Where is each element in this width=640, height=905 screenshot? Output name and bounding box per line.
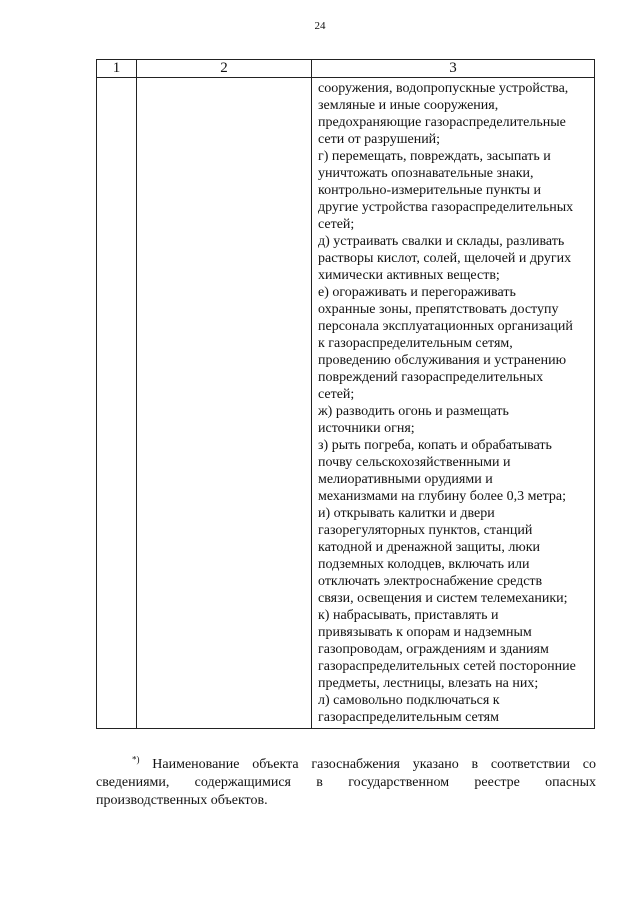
page-number: 24 (314, 20, 326, 32)
prohibition-text-line: уничтожать опознавательные знаки, (318, 166, 534, 181)
prohibition-text-line: газораспределительным сетям (318, 710, 499, 725)
prohibition-text-line: подземных колодцев, включать или (318, 557, 530, 572)
prohibition-text-line: механизмами на глубину более 0,3 метра; (318, 489, 567, 504)
footnote-text-line-1: Наименование объекта газоснабжения указано в соответствии со (152, 757, 596, 772)
prohibition-text-line: другие устройства газораспределительных (318, 200, 574, 215)
footnote (96, 756, 596, 810)
prohibition-text-line: отключать электроснабжение средств (318, 574, 543, 589)
prohibition-text-line: газопроводам, ограждениям и зданиям (318, 642, 549, 657)
prohibition-text-line: предохраняющие газораспределительные (318, 115, 566, 130)
document-table (96, 59, 595, 729)
footnote-line: производственных объектов. (96, 793, 268, 808)
prohibition-text-line: сетей; (318, 217, 355, 232)
prohibition-text-line: повреждений газораспределительных (318, 370, 544, 385)
table-cell-col3 (312, 78, 595, 729)
prohibition-text-line: з) рыть погреба, копать и обрабатывать (318, 438, 552, 453)
prohibition-text-line: химически активных веществ; (318, 268, 500, 283)
prohibitions-text (312, 78, 594, 728)
prohibition-text-line: контрольно-измерительные пункты и (318, 183, 542, 198)
prohibition-text-line: связи, освещения и систем телемеханики; (318, 591, 568, 606)
column-header-3: 3 (312, 60, 595, 78)
prohibition-text-line: к газораспределительным сетям, (318, 336, 513, 351)
footnote-line (96, 756, 596, 774)
prohibition-text-line: растворы кислот, солей, щелочей и других (318, 251, 572, 266)
prohibition-text-line: г) перемещать, повреждать, засыпать и (318, 149, 551, 164)
footnote-marker: *) (132, 754, 140, 765)
prohibition-text-line: и) открывать калитки и двери (318, 506, 495, 521)
prohibition-text-line: газорегуляторных пунктов, станций (318, 523, 533, 538)
prohibition-text-line: мелиоративными орудиями и (318, 472, 493, 487)
table-header-row (97, 60, 595, 78)
prohibition-text-line: е) огораживать и перегораживать (318, 285, 516, 300)
prohibition-text-line: привязывать к опорам и надземным (318, 625, 532, 640)
column-header-2: 2 (137, 60, 312, 78)
prohibition-text-line: земляные и иные сооружения, (318, 98, 499, 113)
prohibition-text-line: предметы, лестницы, влезать на них; (318, 676, 539, 691)
column-header-1: 1 (97, 60, 137, 78)
prohibition-text-line: охранные зоны, препятствовать доступу (318, 302, 559, 317)
prohibition-text-line: ж) разводить огонь и размещать (318, 404, 509, 419)
prohibition-text-line: сетей; (318, 387, 355, 402)
footnote-line: сведениями, содержащимися в государственном реестре опасных (96, 775, 596, 790)
prohibition-text-line: источники огня; (318, 421, 415, 436)
table-header (97, 60, 595, 78)
table-cell-col1 (97, 78, 137, 729)
prohibition-text-line: сети от разрушений; (318, 132, 441, 147)
prohibition-text-line: сооружения, водопропускные устройства, (318, 81, 569, 96)
table-row (97, 78, 595, 729)
prohibition-text-line: почву сельскохозяйственными и (318, 455, 511, 470)
prohibition-text-line: проведению обслуживания и устранению (318, 353, 567, 368)
table-cell-col2 (137, 78, 312, 729)
prohibition-text-line: д) устраивать свалки и склады, разливать (318, 234, 565, 249)
prohibition-text-line: л) самовольно подключаться к (318, 693, 500, 708)
prohibition-text-line: к) набрасывать, приставлять и (318, 608, 499, 623)
prohibition-text-line: катодной и дренажной защиты, люки (318, 540, 541, 555)
prohibition-text-line: газораспределительных сетей посторонние (318, 659, 576, 674)
prohibition-text-line: персонала эксплуатационных организаций (318, 319, 573, 334)
